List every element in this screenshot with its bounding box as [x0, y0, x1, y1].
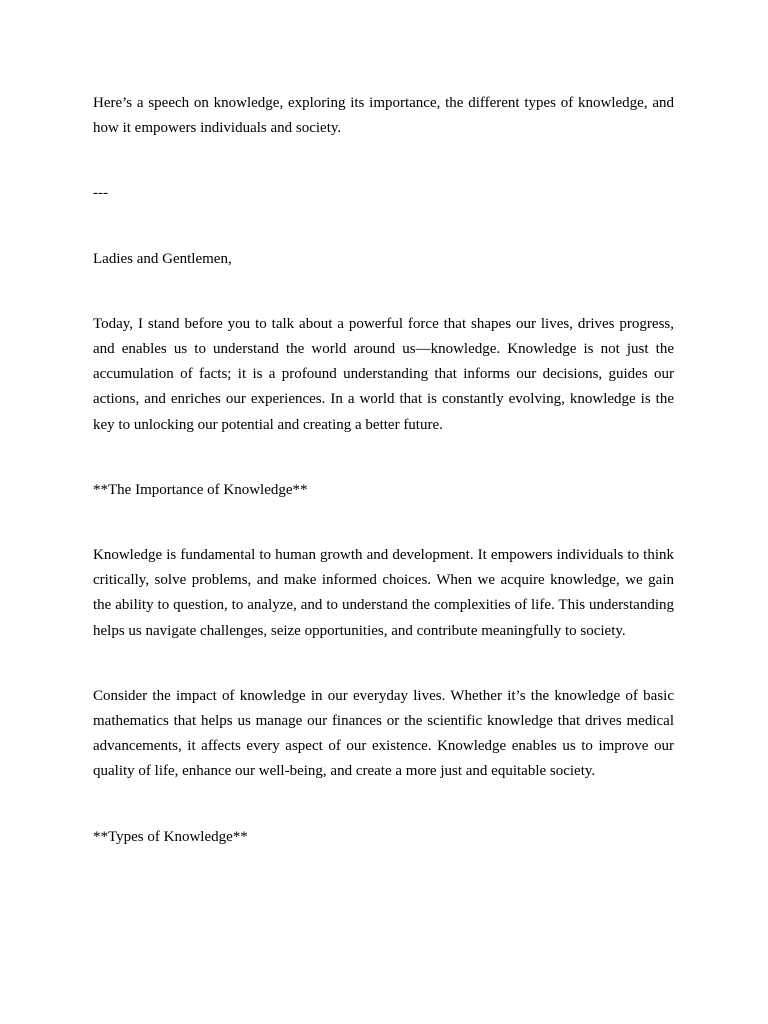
heading-types: **Types of Knowledge** — [93, 828, 248, 845]
heading-importance: **The Importance of Knowledge** — [93, 481, 308, 498]
document-body — [93, 91, 674, 890]
separator: --- — [93, 185, 108, 202]
opening-paragraph: Today, I stand before you to talk about a powerful force that shapes our lives, drives progress, and enables us to understand the world around us—knowledge. Knowledge is not just the accumulation of facts; it is a profound understanding that informs our decisions, guides our actions, and enriches our experiences. In a world that is constantly evolving, knowledge is the key to unlocking our potential and creating a better future. — [93, 315, 674, 433]
intro-paragraph: Here’s a speech on knowledge, exploring its importance, the different types of knowledge, and how it empowers individuals and society. — [93, 95, 674, 137]
salutation: Ladies and Gentlemen, — [93, 250, 232, 267]
importance-paragraph-1: Knowledge is fundamental to human growth and development. It empowers individuals to think critically, solve problems, and make informed choices. When we acquire knowledge, we gain the ability to question, to analyze, and to understand the complexities of life. This understanding helps us navigate challenges, seize opportunities, and contribute meaningfully to society. — [93, 547, 674, 639]
importance-paragraph-2: Consider the impact of knowledge in our everyday lives. Whether it’s the knowledge of basic mathematics that helps us manage our finances or the scientific knowledge that drives medical advancements, it affects every aspect of our existence. Knowledge enables us to improve our quality of life, enhance our well-being, and create a more just and equitable society. — [93, 687, 674, 780]
